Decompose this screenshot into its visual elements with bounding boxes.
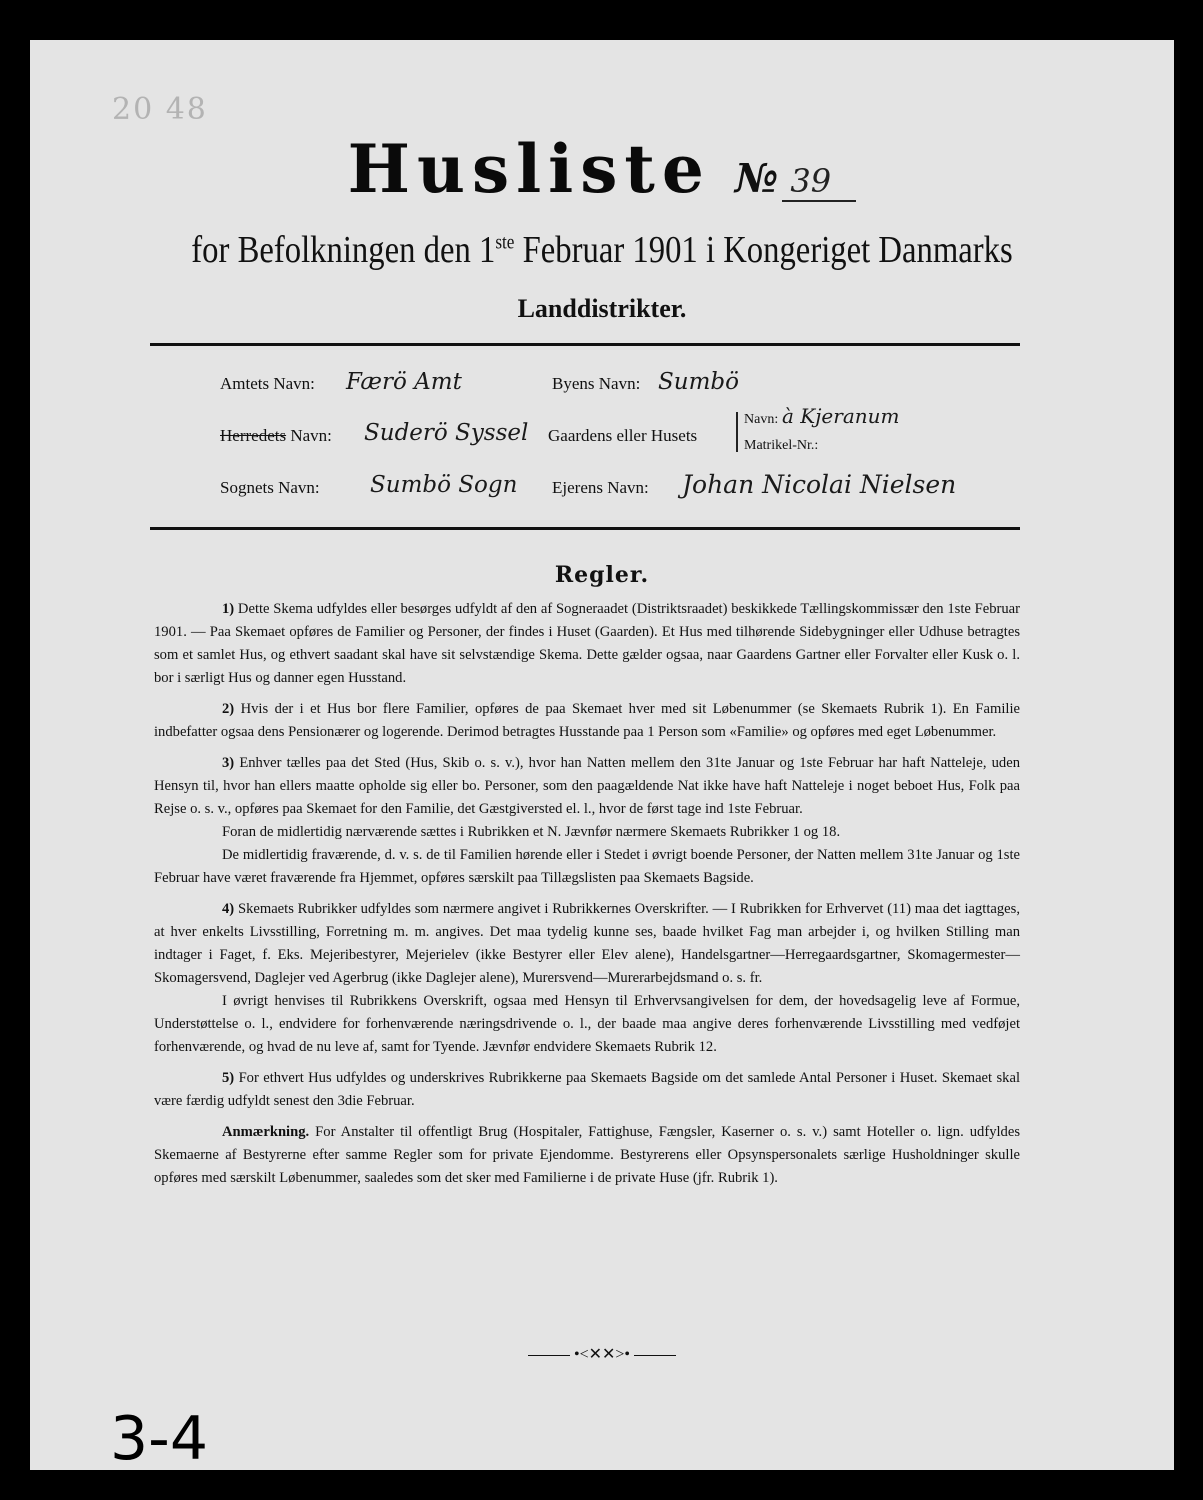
by-value: Sumbö bbox=[658, 369, 739, 395]
rule-text: Enhver tælles paa det Sted (Hus, Skib o. s. v.), hvor han Natten mellem den 31te Januar og 1ste Februar har haft Natteleje, uden Hensyn til, hvor han ellers maatte opholde sig eller bo. Personer, som den paagældende Nat ikke have haft Natteleje i noget beboet Hus, Folk paa Rejse o. s. v., opføres paa Skemaet for den Familie, det Gæstgiversted el. l., hvor de først tage ind 1ste Februar. bbox=[154, 755, 1020, 817]
ornament-divider bbox=[30, 1344, 1174, 1364]
census-form-sheet bbox=[30, 40, 1174, 1474]
top-divider bbox=[150, 343, 1020, 346]
amt-label: Amtets Navn: bbox=[220, 374, 315, 393]
rule-3 bbox=[154, 752, 1020, 821]
rule-number: 1) bbox=[222, 601, 235, 617]
form-title: Husliste bbox=[347, 130, 711, 208]
rules-heading: Regler. bbox=[554, 562, 650, 588]
note-label: Anmærkning. bbox=[222, 1124, 310, 1140]
rule-number: 2) bbox=[222, 701, 235, 717]
gaard-navn-label: Navn: bbox=[744, 412, 779, 427]
rule-number: 4) bbox=[222, 901, 235, 917]
rule-5 bbox=[154, 1067, 1020, 1113]
handwritten-page-note: 3-4 bbox=[110, 1404, 208, 1474]
rule-text: Skemaets Rubrikker udfyldes som nærmere angivet i Rubrikkernes Overskrifter. — I Rubrikken for Erhvervet (11) maa det iagttages, at hver enkelts Livsstilling, Forretning m. m. angives. Det maa tydelig kunne ses, baade hvilket Fag man arbejder i, og hvilken Stilling man indtager i Faget, f. Eks. Mejeribestyrer, Mejerielev (ikke Bestyrer eller Elev alene), Handelsgartner—Herregaardsgartner, Skomagermester—Skomagersvend, Daglejer ved Agerbrug (ikke Daglejer alene), Murersvend—Murerarbejdsmand o. s. fr. bbox=[154, 901, 1020, 986]
rule-1 bbox=[154, 598, 1020, 690]
herred-value: Suderö Syssel bbox=[364, 420, 529, 446]
form-number-value: 39 bbox=[782, 162, 856, 202]
corner-archive-number: 20 48 bbox=[112, 92, 208, 127]
herred-label bbox=[220, 426, 332, 446]
rule-4 bbox=[154, 898, 1020, 990]
by-label: Byens Navn: bbox=[552, 374, 641, 393]
rules-body bbox=[154, 598, 1020, 1198]
gaard-navn-value: à Kjeranum bbox=[782, 404, 900, 428]
ejer-label: Ejerens Navn: bbox=[552, 478, 649, 497]
subtitle-superscript: ste bbox=[495, 231, 515, 254]
rule-4-continued: I øvrigt henvises til Rubrikkens Overskrift, ogsaa med Hensyn til Erhvervsangivelsen for dem, der hovedsagelig leve af Formue, Understøttelse o. l., endvidere for forhenværende næringsdrivende o. l., der baade maa angive deres forhenværende Livsstilling med vedføjet forhenværende, og hvad de nu leve af, samt for Tyende. Jævnfør endvidere Skemaets Rubrik 12. bbox=[154, 993, 1020, 1055]
herred-label-text: Navn: bbox=[286, 426, 332, 445]
subtitle-part: for Befolkningen den 1 bbox=[191, 229, 496, 271]
rule-2 bbox=[154, 698, 1020, 744]
subtitle-part: Februar 1901 i Kongeriget Danmarks bbox=[514, 229, 1013, 271]
ornament-line bbox=[634, 1355, 676, 1356]
matrikel-label: Matrikel-Nr.: bbox=[744, 438, 819, 453]
rule-text: Hvis der i et Hus bor flere Familier, opføres de paa Skemaet hver med sit Løbenummer (se Skemaets Rubrik 1). En Familie indbefatter ogsaa dens Pensionærer og logerende. Derimod betragtes Husstande paa 1 Person som «Familie» og opføres med eget Løbenummer. bbox=[154, 701, 1020, 740]
form-subtitle bbox=[110, 228, 1094, 272]
herred-label-struck: Herredets bbox=[220, 426, 287, 445]
title-row bbox=[30, 130, 1174, 208]
rule-text: Dette Skema udfyldes eller besørges udfyldt af den af Sogneraadet (Distriktsraadet) beskikkede Tællingskommissær den 1ste Februar 1901. — Paa Skemaet opføres de Familier og Personer, der findes i Huset (Gaarden). Et Hus med tilhørende Sidebygninger eller Udhuse betragtes som et samlet Hus, og ethvert saadant skal have sit selvstændige Skema. Dette gælder ogsaa, naar Gaardens Gartner eller Forvalter eller Kusk o. l. bor i særligt Hus og danner egen Husstand. bbox=[154, 601, 1020, 686]
amt-value: Færö Amt bbox=[346, 369, 462, 395]
note bbox=[154, 1121, 1020, 1190]
bottom-divider bbox=[150, 527, 1020, 530]
brace-line bbox=[736, 412, 738, 452]
rule-3-continued: De midlertidig fraværende, d. v. s. de til Familien hørende eller i Stedet i øvrigt boende Personer, der Natten mellem 31te Januar og 1ste Februar have været fraværende fra Hjemmet, opføres særskilt paa Tillægslisten paa Skemaets Bagside. bbox=[154, 847, 1020, 886]
rule-3-continued: Foran de midlertidig nærværende sættes i Rubrikken et N. Jævnfør nærmere Skemaets Rubrikker 1 og 18. bbox=[222, 824, 841, 840]
note-text: For Anstalter til offentligt Brug (Hospitaler, Fattighuse, Fængsler, Kaserner o. s. v.) samt Hoteller o. lign. udfyldes Skemaerne af Bestyrerne efter samme Regler som for private Ejendomme. Bestyrerens eller Opsynspersonalets særlige Husholdninger skulle opføres med særskilt Løbenummer, saaledes som det sker med Familierne i de private Huse (jfr. Rubrik 1). bbox=[154, 1124, 1020, 1186]
gaard-label: Gaardens eller Husets bbox=[548, 426, 698, 445]
number-sign: № bbox=[734, 155, 779, 202]
rule-number: 3) bbox=[222, 755, 235, 771]
sogn-value: Sumbö Sogn bbox=[370, 472, 518, 498]
rule-text: For ethvert Hus udfyldes og underskrives Rubrikkerne paa Skemaets Bagside om det samlede Antal Personer i Huset. Skemaet skal være færdig udfyldt senest den 3die Februar. bbox=[154, 1070, 1020, 1109]
rule-number: 5) bbox=[222, 1070, 235, 1086]
ornament-glyph: •<✕✕>• bbox=[573, 1346, 631, 1363]
ejer-value: Johan Nicolai Nielsen bbox=[682, 470, 957, 499]
district-heading: Landdistrikter. bbox=[517, 294, 687, 323]
ornament-line bbox=[528, 1355, 570, 1356]
sogn-label: Sognets Navn: bbox=[220, 478, 320, 497]
